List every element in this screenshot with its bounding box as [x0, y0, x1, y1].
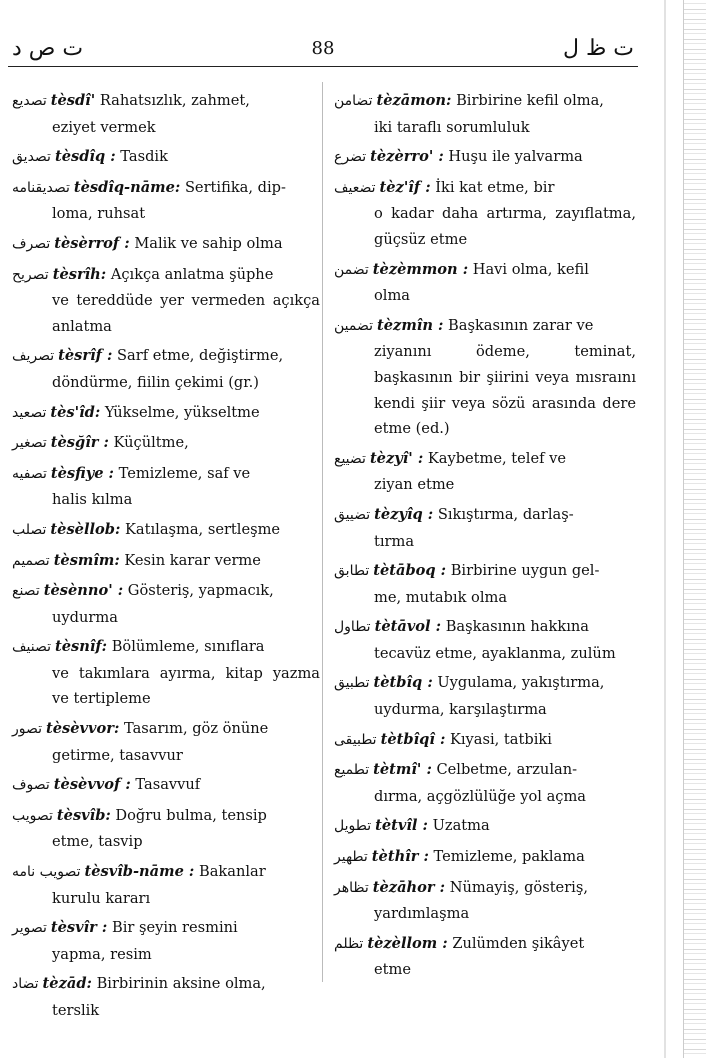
definition: Katılaşma, sertleşme — [125, 520, 281, 538]
transliteration: tèsvîb-nāme : — [84, 863, 195, 881]
arabic-headword: تصرف — [12, 235, 51, 252]
transliteration: tètāboq : — [373, 562, 447, 580]
definition-continuation: me, mutabık olma — [374, 588, 508, 606]
arabic-headword: تضامن — [334, 93, 373, 109]
transliteration: tèzèmmon : — [372, 260, 469, 278]
definition-continuation: loma, ruhsat — [52, 205, 146, 223]
transliteration: tèsèllob: — [50, 520, 121, 538]
definition: Temizleme, paklama — [433, 848, 585, 866]
arabic-headword: تضمن — [334, 261, 369, 278]
arabic-headword: تصفیه — [12, 465, 47, 482]
right-column — [334, 88, 636, 987]
arabic-headword: تصعید — [12, 404, 47, 421]
dictionary-entry — [334, 88, 636, 140]
definition-continuation: o kadar daha artırma, zayıflatma, güçsüz etme — [374, 205, 636, 248]
definition-continuation: dırma, açgözlülüğe yol açma — [374, 787, 586, 805]
header-rule — [8, 66, 638, 67]
arabic-headword: تصدیع — [12, 93, 47, 109]
transliteration: tètvîl : — [375, 817, 428, 835]
transliteration: tèzāhor : — [372, 878, 446, 896]
definition-continuation: etme, tasvip — [52, 833, 143, 851]
transliteration: tèzèllom : — [367, 934, 448, 952]
transliteration: tèsdîq : — [54, 148, 116, 166]
transliteration: tèsèrrof : — [54, 234, 130, 252]
dictionary-entry — [334, 614, 636, 666]
definition-continuation: terslik — [52, 1002, 100, 1019]
arabic-headword: تضعیف — [334, 179, 376, 196]
dictionary-entry — [12, 859, 320, 911]
definition: Birbirine uygun gel- — [450, 562, 600, 580]
dictionary-entry — [12, 971, 320, 1023]
dictionary-entry — [12, 548, 320, 575]
transliteration: tèzād: — [42, 975, 92, 993]
transliteration: tèsğîr : — [50, 434, 109, 452]
transliteration: tèsrîh: — [52, 265, 107, 283]
definition: Kesin karar verme — [124, 551, 261, 569]
definition: İki kat etme, bir — [435, 178, 555, 196]
transliteration: tèzyî' : — [369, 449, 424, 467]
definition: Temizleme, saf ve — [118, 464, 251, 482]
definition: Açıkça anlatma şüphe — [110, 265, 274, 283]
definition: Kıyasi, tatbiki — [449, 730, 552, 748]
arabic-headword: تصنع — [12, 583, 40, 600]
header-letters-right: ت ظ ل — [562, 36, 634, 61]
arabic-headword: تصغیر — [12, 435, 47, 452]
arabic-headword: تضرع — [334, 149, 367, 166]
arabic-headword: تصلب — [12, 521, 47, 538]
definition: Sertifika, dip- — [184, 178, 286, 196]
dictionary-entry — [12, 461, 320, 513]
definition: Bakanlar — [198, 863, 266, 881]
definition: Yükselme, yükseltme — [104, 403, 260, 421]
dictionary-entry — [334, 670, 636, 722]
transliteration: tètbîq : — [373, 674, 433, 692]
dictionary-entry — [334, 446, 636, 498]
definition: Uygulama, yakıştırma, — [437, 674, 605, 692]
dictionary-entry — [334, 931, 636, 983]
definition-continuation: olma — [374, 287, 410, 305]
arabic-headword: تضییق — [334, 506, 371, 523]
page-number: 88 — [311, 38, 335, 59]
transliteration: tèsrîf : — [58, 347, 113, 365]
definition: Kaybetme, telef ve — [427, 449, 567, 467]
dictionary-entry — [12, 343, 320, 395]
definition: Doğru bulma, tensip — [115, 806, 267, 824]
transliteration: tèzyîq : — [374, 505, 434, 523]
page-edge-line — [664, 0, 666, 1058]
transliteration: tèsmîm: — [53, 551, 120, 569]
definition-continuation: uydurma, karşılaştırma — [374, 701, 547, 719]
transliteration: tèsfiye : — [50, 464, 114, 482]
left-column — [12, 88, 320, 1028]
transliteration: tèzāmon: — [376, 92, 452, 109]
transliteration: tèsènno' : — [43, 582, 124, 600]
arabic-headword: تصور — [12, 721, 43, 738]
definition-continuation: döndürme, fiilin çekimi (gr.) — [52, 373, 259, 391]
arabic-headword: تطویل — [334, 818, 372, 835]
arabic-headword: تضییع — [334, 450, 366, 467]
definition: Başkasının hakkına — [445, 618, 589, 636]
dictionary-entry — [334, 257, 636, 309]
dictionary-entry — [334, 558, 636, 610]
transliteration: tèsèvvor: — [46, 720, 120, 738]
transliteration: tèsdî' — [50, 92, 96, 109]
transliteration: tèzèrro' : — [370, 148, 444, 166]
dictionary-entry — [334, 813, 636, 840]
transliteration: tèsnîf: — [54, 638, 108, 656]
transliteration: tèsvîr : — [50, 919, 108, 937]
dictionary-entry — [334, 727, 636, 754]
arabic-headword: تصویر — [12, 920, 47, 937]
definition: Rahatsızlık, zahmet, — [99, 92, 250, 109]
definition: Bir şeyin resmini — [111, 919, 238, 937]
arabic-headword: تطمیع — [334, 762, 370, 779]
dictionary-entry — [12, 88, 320, 140]
definition: Birbirinin aksine olma, — [96, 975, 266, 993]
definition-continuation: halis kılma — [52, 491, 133, 509]
definition: Bölümleme, sınıflara — [111, 638, 265, 656]
definition: Gösteriş, yapmacık, — [127, 582, 274, 600]
transliteration: tèsdîq-nāme: — [73, 178, 181, 196]
definition: Başkasının zarar ve — [448, 316, 594, 334]
definition-continuation: etme — [374, 961, 411, 979]
definition-continuation: yapma, resim — [52, 945, 152, 963]
definition: Havi olma, kefil — [472, 260, 589, 278]
dictionary-entry — [334, 757, 636, 809]
definition-continuation: tırma — [374, 532, 415, 550]
definition: Tasavvuf — [135, 776, 201, 794]
transliteration: tèzmîn : — [377, 316, 444, 334]
transliteration: tèsvîb: — [56, 806, 111, 824]
transliteration: tèthîr : — [371, 848, 429, 866]
dictionary-entry — [334, 313, 636, 442]
arabic-headword: تصمیم — [12, 552, 50, 569]
definition-continuation: ziyanını ödeme, teminat, başkasının bir şiirini veya mısraını kendi şiir veya sözü arasında dere etme (ed.) — [374, 343, 636, 438]
definition: Tasarım, göz önüne — [123, 720, 269, 738]
definition: Birbirine kefil olma, — [456, 92, 604, 109]
arabic-headword: تضاد — [12, 976, 39, 993]
dictionary-entry — [12, 915, 320, 967]
transliteration: tèz'îf : — [379, 178, 431, 196]
arabic-headword: تصدیق — [12, 149, 51, 166]
dictionary-entry — [12, 231, 320, 258]
arabic-headword: تظاهر — [334, 879, 369, 896]
transliteration: tètāvol : — [374, 618, 442, 636]
definition: Tasdik — [120, 148, 168, 166]
dictionary-entry — [12, 175, 320, 227]
dictionary-entry — [334, 875, 636, 927]
dictionary-entry — [12, 578, 320, 630]
dictionary-entry — [12, 262, 320, 340]
transliteration: tètmî' : — [373, 761, 432, 779]
arabic-headword: تطهیر — [334, 849, 368, 866]
dictionary-entry — [334, 844, 636, 871]
header-letters-left: ت ص د — [12, 36, 84, 61]
arabic-headword: تظلم — [334, 935, 364, 952]
page-edge — [683, 0, 706, 1058]
arabic-headword: تصدیقنامه — [12, 179, 70, 196]
arabic-headword: تصریح — [12, 266, 49, 283]
arabic-headword: تصوف — [12, 777, 50, 794]
dictionary-entry — [12, 400, 320, 427]
definition: Zulümden şikâyet — [452, 934, 585, 952]
dictionary-entry — [334, 175, 636, 253]
arabic-headword: تطاول — [334, 619, 371, 636]
definition-continuation: kurulu kararı — [52, 889, 151, 907]
definition-continuation: yardımlaşma — [374, 905, 470, 923]
transliteration: tètbîqî : — [380, 730, 446, 748]
arabic-headword: تصریف — [12, 348, 55, 365]
transliteration: tès'îd: — [50, 403, 101, 421]
dictionary-entry — [12, 517, 320, 544]
definition-continuation: getirme, tasavvur — [52, 746, 183, 764]
arabic-headword: تضمین — [334, 317, 374, 334]
dictionary-entry — [12, 716, 320, 768]
arabic-headword: تصویب — [12, 807, 53, 824]
dictionary-entry — [12, 144, 320, 171]
arabic-headword: تصنیف — [12, 639, 51, 656]
column-divider — [322, 82, 323, 982]
dictionary-entry — [12, 634, 320, 712]
definition-continuation: tecavüz etme, ayaklanma, zulüm — [374, 644, 616, 662]
definition: Malik ve sahip olma — [134, 234, 283, 252]
arabic-headword: تطبیق — [334, 675, 370, 692]
definition: Uzatma — [432, 817, 490, 835]
page-header — [0, 36, 706, 62]
dictionary-entry — [12, 772, 320, 799]
dictionary-entry — [334, 502, 636, 554]
definition: Sarf etme, değiştirme, — [117, 347, 284, 365]
definition-continuation: ve tereddüde yer vermeden açıkça anlatma — [52, 292, 320, 335]
dictionary-entry — [334, 144, 636, 171]
arabic-headword: تطابق — [334, 563, 370, 580]
definition: Sıkıştırma, darlaş- — [437, 505, 574, 523]
definition: Huşu ile yalvarma — [448, 148, 583, 166]
definition-continuation: uydurma — [52, 608, 118, 626]
definition: Nümayiş, gösteriş, — [449, 878, 588, 896]
dictionary-entry — [12, 430, 320, 457]
dictionary-entry — [12, 803, 320, 855]
definition-continuation: iki taraflı sorumluluk — [374, 118, 530, 136]
definition-continuation: eziyet vermek — [52, 118, 156, 136]
definition: Celbetme, arzulan- — [436, 761, 578, 779]
definition-continuation: ziyan etme — [374, 476, 455, 494]
arabic-headword: تطبیقی — [334, 731, 377, 748]
definition-continuation: ve takımlara ayırma, kitap yazma ve tertipleme — [52, 664, 320, 708]
transliteration: tèsèvvof : — [53, 776, 131, 794]
definition: Küçültme, — [113, 434, 189, 452]
arabic-headword: تصویب نامه — [12, 864, 81, 881]
